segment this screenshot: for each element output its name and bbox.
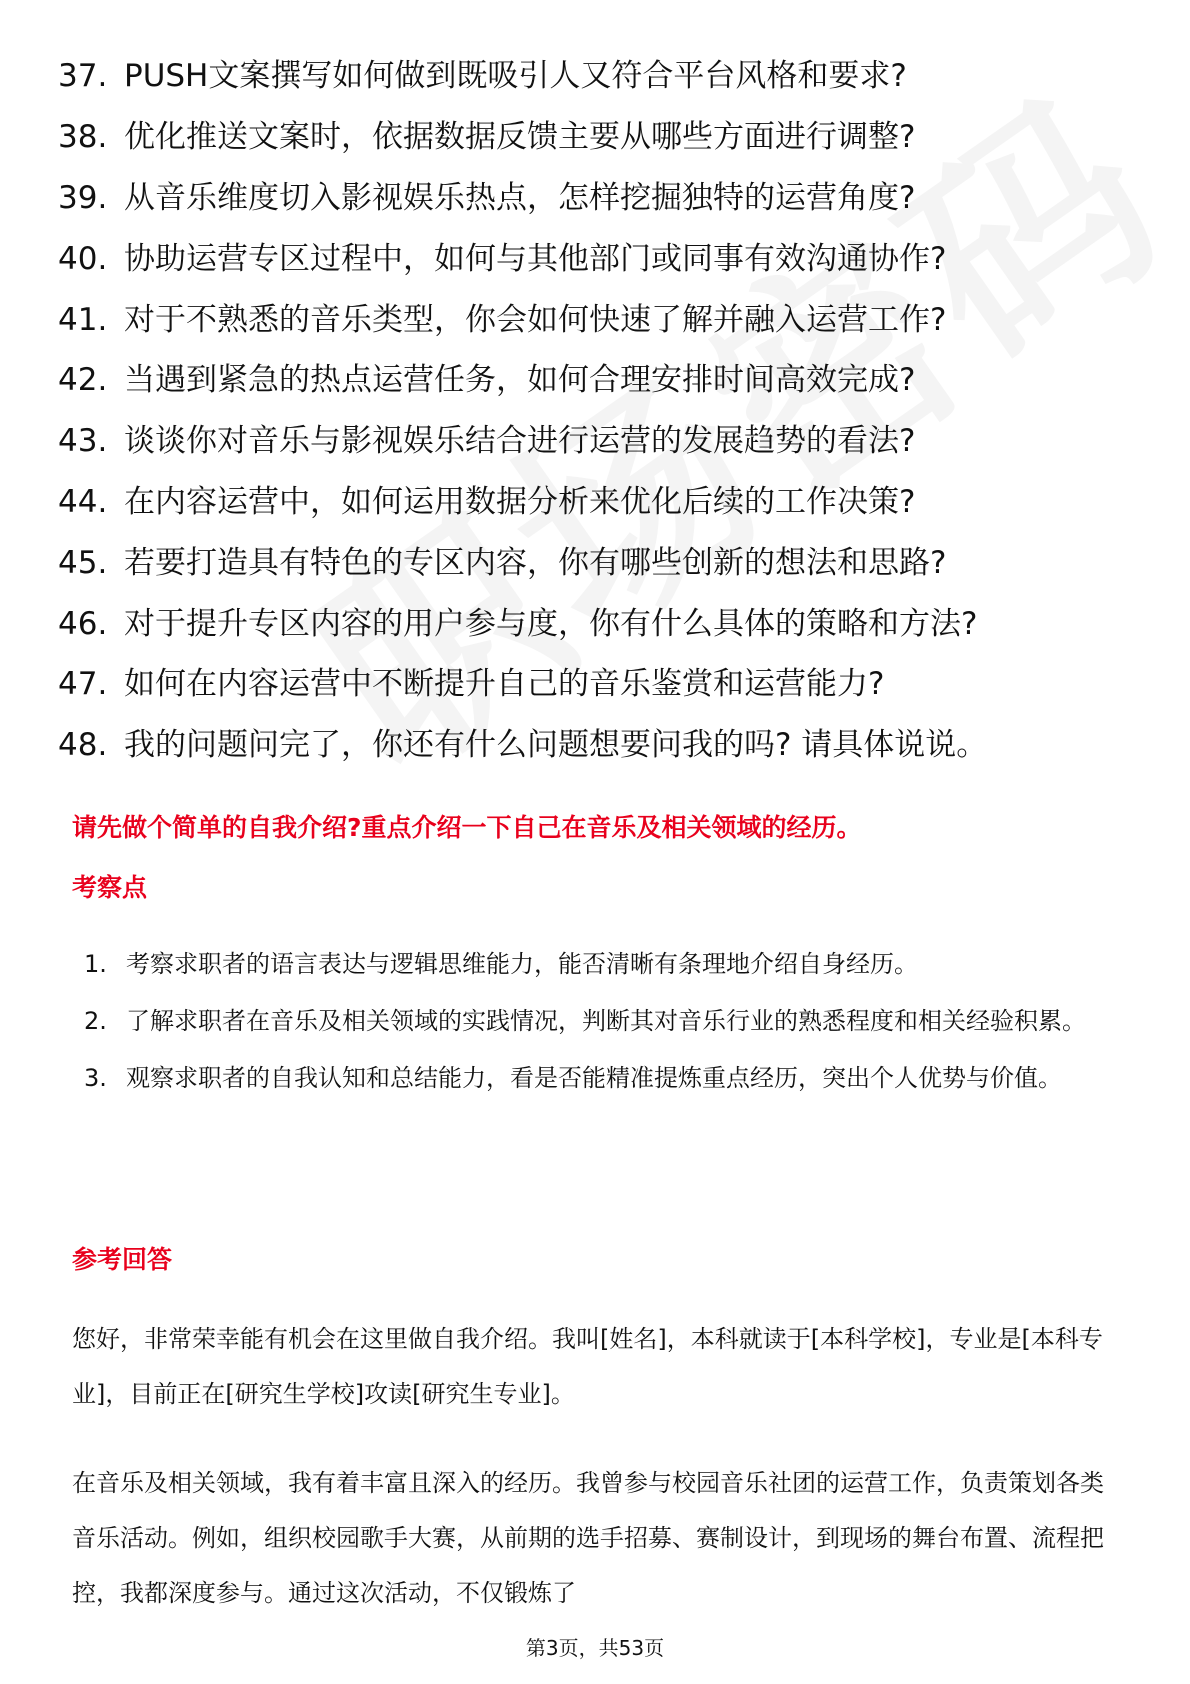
question-text: 如何在内容运营中不断提升自己的音乐鉴赏和运营能力? (124, 666, 885, 703)
question-item (58, 107, 1138, 168)
question-item (58, 715, 1138, 776)
question-text: 协助运营专区过程中，如何与其他部门或同事有效沟通协作? (124, 240, 947, 277)
question-number: 46. (58, 605, 108, 642)
answer-paragraph: 在音乐及相关领域，我有着丰富且深入的经历。我曾参与校园音乐社团的运营工作，负责策划各类音乐活动。例如，组织校园歌手大赛，从前期的选手招募、赛制设计，到现场的舞台布置、流程把控，我都深度参与。通过这次活动，不仅锻炼了 (72, 1469, 1104, 1607)
question-item (58, 228, 1138, 289)
point-item (84, 936, 1124, 993)
question-number: 43. (58, 423, 108, 460)
question-item (58, 532, 1138, 593)
question-number: 42. (58, 362, 108, 399)
question-text: 从音乐维度切入影视娱乐热点，怎样挖掘独特的运营角度? (124, 179, 916, 216)
question-item (58, 289, 1138, 350)
question-item (58, 472, 1138, 533)
point-text: 了解求职者在音乐及相关领域的实践情况，判断其对音乐行业的熟悉程度和相关经验积累。 (126, 1007, 1086, 1035)
question-text: 优化推送文案时，依据数据反馈主要从哪些方面进行调整? (124, 119, 916, 156)
question-number: 44. (58, 483, 108, 520)
points-list (84, 936, 1124, 1107)
page-number: 第3页，共53页 (525, 1636, 665, 1660)
question-text: 在内容运营中，如何运用数据分析来优化后续的工作决策? (124, 483, 916, 520)
question-number: 38. (58, 119, 108, 156)
question-text: 当遇到紧急的热点运营任务，如何合理安排时间高效完成? (124, 362, 916, 399)
question-number: 45. (58, 544, 108, 581)
question-number: 48. (58, 727, 108, 764)
section-title: 请先做个简单的自我介绍?重点介绍一下自己在音乐及相关领域的经历。 (72, 813, 862, 842)
answer-label: 参考回答 (72, 1245, 173, 1274)
question-item (58, 654, 1138, 715)
question-text: 对于不熟悉的音乐类型，你会如何快速了解并融入运营工作? (124, 301, 947, 338)
points-label: 考察点 (72, 873, 148, 902)
question-item (58, 350, 1138, 411)
question-list (58, 46, 1138, 776)
question-number: 41. (58, 301, 108, 338)
point-text: 观察求职者的自我认知和总结能力，看是否能精准提炼重点经历，突出个人优势与价值。 (126, 1064, 1062, 1092)
question-item (58, 46, 1138, 107)
question-item (58, 411, 1138, 472)
question-text: 对于提升专区内容的用户参与度，你有什么具体的策略和方法? (124, 605, 978, 642)
question-number: 47. (58, 666, 108, 703)
question-text: 若要打造具有特色的专区内容，你有哪些创新的想法和思路? (124, 544, 947, 581)
question-number: 39. (58, 179, 108, 216)
point-item (84, 1050, 1124, 1107)
question-item (58, 593, 1138, 654)
question-text: 谈谈你对音乐与影视娱乐结合进行运营的发展趋势的看法? (124, 423, 916, 460)
point-number: 3. (84, 1064, 107, 1092)
point-number: 1. (84, 950, 107, 978)
question-text: PUSH文案撰写如何做到既吸引人又符合平台风格和要求? (124, 58, 907, 95)
question-text: 我的问题问完了，你还有什么问题想要问我的吗? 请具体说说。 (124, 727, 988, 764)
answer-paragraph: 您好，非常荣幸能有机会在这里做自我介绍。我叫[姓名]，本科就读于[本科学校]，专业是[本科专业]，目前正在[研究生学校]攻读[研究生专业]。 (72, 1325, 1103, 1408)
question-item (58, 168, 1138, 229)
point-number: 2. (84, 1007, 107, 1035)
point-text: 考察求职者的语言表达与逻辑思维能力，能否清晰有条理地介绍自身经历。 (126, 950, 918, 978)
question-number: 37. (58, 58, 108, 95)
point-item (84, 993, 1124, 1050)
question-number: 40. (58, 240, 108, 277)
